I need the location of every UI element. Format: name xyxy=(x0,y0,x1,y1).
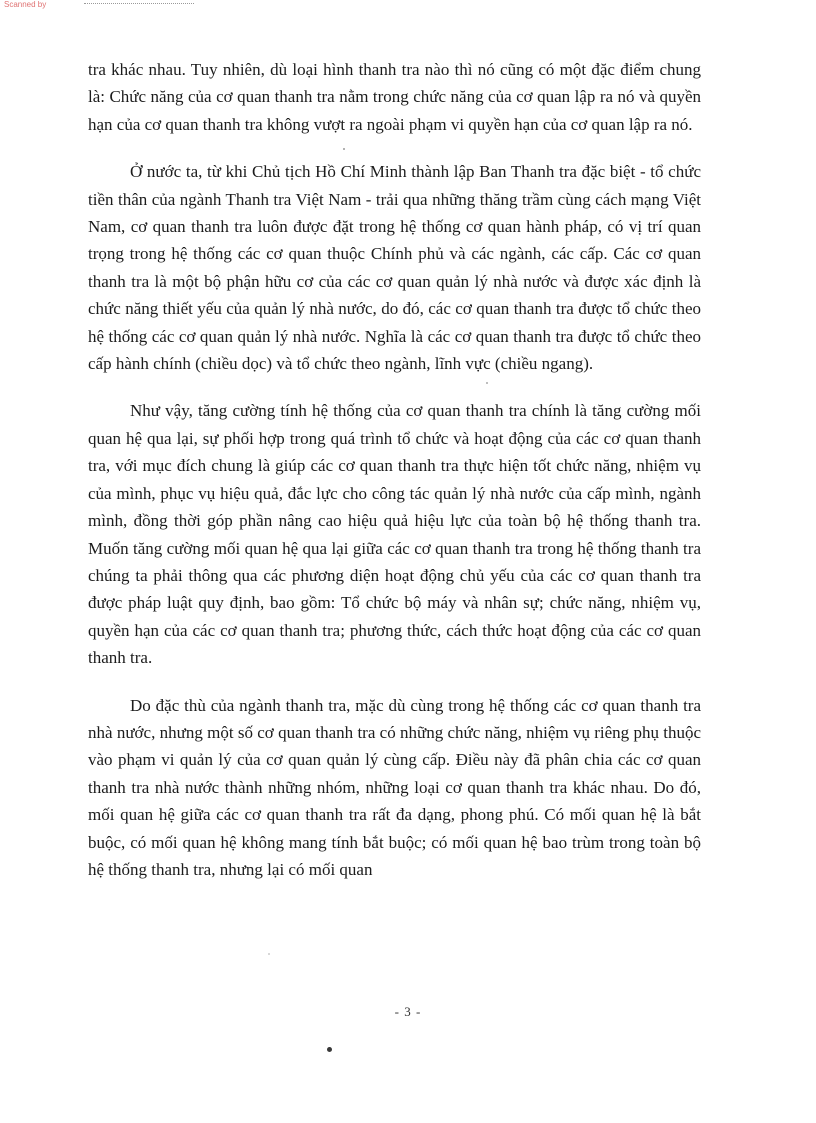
paragraph-3: Như vậy, tăng cường tính hệ thống của cơ quan thanh tra chính là tăng cường mối quan hệ qua lại, sự phối hợp trong quá trình tổ chức và hoạt động của các cơ quan thanh tra, với mục đích chung là giúp các cơ quan thanh tra thực hiện tốt chức năng, nhiệm vụ của mình, phục vụ hiệu quả, đắc lực cho công tác quản lý nhà nước của cấp mình, ngành mình, đồng thời góp phần nâng cao hiệu quả hiệu lực của toàn bộ hệ thống thanh tra. Muốn tăng cường mối quan hệ qua lại giữa các cơ quan thanh tra trong hệ thống thanh tra chúng ta phải thông qua các phương diện hoạt động chủ yếu của các cơ quan thanh tra được pháp luật quy định, bao gồm: Tổ chức bộ máy và nhân sự; chức năng, nhiệm vụ, quyền hạn của các cơ quan thanh tra; phương thức, cách thức hoạt động của các cơ quan thanh tra. xyxy=(88,401,701,668)
paragraph-4: Do đặc thù của ngành thanh tra, mặc dù cùng trong hệ thống các cơ quan thanh tra nhà nước, nhưng một số cơ quan thanh tra có những chức năng, nhiệm vụ riêng phụ thuộc vào phạm vi quản lý của cơ quan quản lý cùng cấp. Điều này đã phân chia các cơ quan thanh tra nhà nước thành những nhóm, những loại cơ quan thanh tra khác nhau. Do đó, mối quan hệ giữa các cơ quan thanh tra rất đa dạng, phong phú. Có mối quan hệ là bắt buộc, có mối quan hệ không mang tính bắt buộc; có mối quan hệ bao trùm trong toàn bộ hệ thống thanh tra, nhưng lại có mối quan xyxy=(88,695,701,879)
paragraph-2: Ở nước ta, từ khi Chủ tịch Hồ Chí Minh thành lập Ban Thanh tra đặc biệt - tổ chức tiền thân của ngành Thanh tra Việt Nam - trải qua những thăng trầm cùng cách mạng Việt Nam, cơ quan thanh tra luôn được đặt trong hệ thống cơ quan hành pháp, có vị trí quan trọng trong hệ thống các cơ quan thuộc Chính phủ và các ngành, các cấp. Các cơ quan thanh tra là một bộ phận hữu cơ của các cơ quan quản lý nhà nước và được xác định là chức năng thiết yếu của quản lý nhà nước, do đó, các cơ quan thanh tra được tổ chức theo hệ thống các cơ quan quản lý nhà nước. Nghĩa là các cơ quan thanh tra được tổ chức theo cấp hành chính (chiều dọc) và tổ chức theo ngành, lĩnh vực (chiều ngang). xyxy=(88,162,701,374)
scan-speck xyxy=(486,382,488,384)
header-dotted-line xyxy=(84,3,194,6)
scan-stamp: Scanned by xyxy=(4,0,47,9)
scan-speck xyxy=(327,1047,332,1052)
scan-speck xyxy=(632,434,634,436)
scan-speck xyxy=(268,953,270,955)
scan-speck xyxy=(343,148,345,150)
paragraph-1: tra khác nhau. Tuy nhiên, dù loại hình thanh tra nào thì nó cũng có một đặc điểm chung là: Chức năng của cơ quan thanh tra nằm trong chức năng của cơ quan lập ra nó và quyền hạn của cơ quan thanh tra không vượt ra ngoài phạm vi quyền hạn của cơ quan lập ra nó. xyxy=(88,60,701,134)
document-body xyxy=(88,56,701,883)
scan-header xyxy=(0,0,816,12)
page-number: - 3 - xyxy=(394,1004,422,1019)
